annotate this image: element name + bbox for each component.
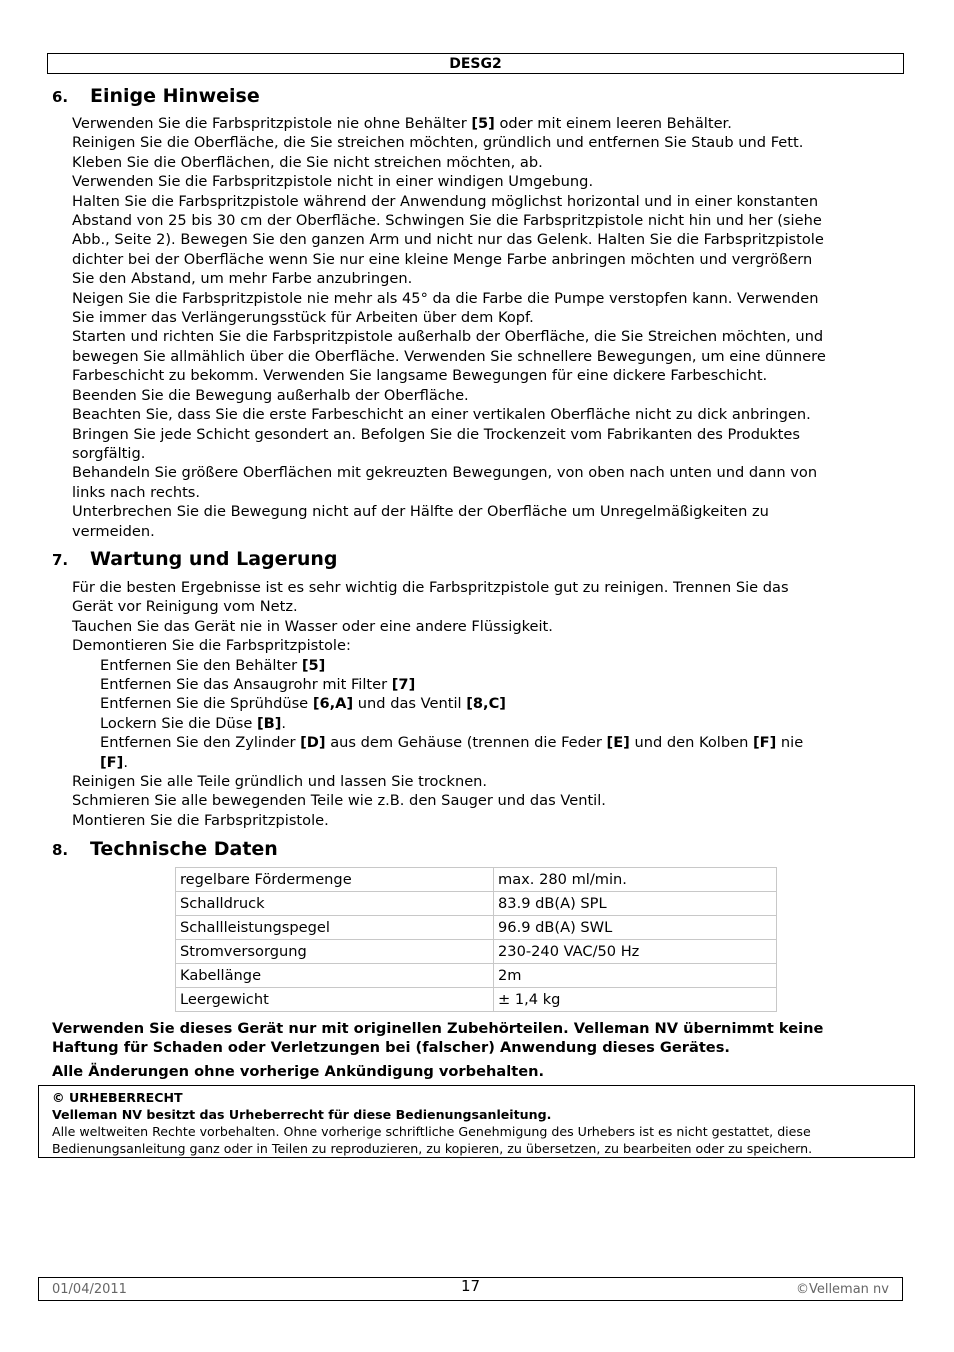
reference-label: [F] bbox=[752, 734, 777, 752]
text-span: Verwenden Sie die Farbspritzpistole nicht in einer windigen Umgebung. bbox=[72, 173, 594, 191]
section-8-number: 8. bbox=[52, 841, 69, 859]
section-8-title: Technische Daten bbox=[90, 838, 278, 860]
text-line bbox=[72, 269, 826, 288]
text-span: . bbox=[281, 714, 287, 732]
section-6-body bbox=[72, 114, 826, 541]
text-line bbox=[72, 114, 826, 133]
text-span: bewegen Sie allmählich über die Oberfläche. Verwenden Sie schnellere Bewegungen, um eine dünnere bbox=[72, 347, 826, 365]
spec-label-cell: Kabellänge bbox=[176, 964, 494, 988]
text-span: dichter bei der Oberfläche wenn Sie nur eine kleine Menge Farbe anbringen möchten und vergrößern bbox=[72, 250, 813, 268]
spec-value-cell: 83.9 dB(A) SPL bbox=[494, 892, 777, 916]
text-span: Entfernen Sie die Sprühdüse bbox=[100, 695, 313, 713]
text-span: Entfernen Sie den Behälter bbox=[100, 656, 302, 674]
text-line bbox=[72, 617, 803, 636]
text-span: Lockern Sie die Düse bbox=[100, 714, 257, 732]
reference-label: [D] bbox=[300, 734, 326, 752]
text-line bbox=[72, 578, 803, 597]
reference-label: [F] bbox=[100, 753, 124, 771]
text-span: links nach rechts. bbox=[72, 483, 201, 501]
footer-copyright: ©Velleman nv bbox=[795, 1282, 889, 1297]
document-header bbox=[47, 53, 904, 74]
spec-value-cell: 230-240 VAC/50 Hz bbox=[494, 940, 777, 964]
reference-label: [7] bbox=[391, 676, 416, 694]
text-span: Tauchen Sie das Gerät nie in Wasser oder eine andere Flüssigkeit. bbox=[72, 617, 553, 635]
text-line bbox=[72, 386, 826, 405]
spec-label-cell: Stromversorgung bbox=[176, 940, 494, 964]
text-span: Entfernen Sie den Zylinder bbox=[100, 734, 301, 752]
text-span: Gerät vor Reinigung vom Netz. bbox=[72, 598, 298, 616]
text-span: Behandeln Sie größere Oberflächen mit gekreuzten Bewegungen, von oben nach unten und dann von bbox=[72, 464, 818, 482]
copyright-text-line-2: Bedienungsanleitung ganz oder in Teilen zu reproduzieren, zu kopieren, zu übersetzen, zu bearbeiten oder zu speichern. bbox=[52, 1141, 813, 1156]
text-span: Unterbrechen Sie die Bewegung nicht auf der Hälfte der Oberfläche um Unregelmäßigkeiten zu bbox=[72, 503, 769, 521]
model-number: DESG2 bbox=[449, 56, 502, 72]
text-span: Sie den Abstand, um mehr Farbe anzubringen. bbox=[72, 270, 413, 288]
text-span: und den Kolben bbox=[629, 734, 753, 752]
section-7-title: Wartung und Lagerung bbox=[90, 548, 338, 570]
reference-label: [B] bbox=[256, 714, 282, 732]
spec-value-cell: 2m bbox=[494, 964, 777, 988]
text-line bbox=[72, 502, 826, 521]
warranty-note-line-2: Haftung für Schaden oder Verletzungen bei (falscher) Anwendung dieses Gerätes. bbox=[52, 1039, 730, 1057]
text-span: Für die besten Ergebnisse ist es sehr wichtig die Farbspritzpistole gut zu reinigen. Trennen Sie das bbox=[72, 579, 789, 596]
copyright-box bbox=[38, 1085, 915, 1158]
text-span: Demontieren Sie die Farbspritzpistole: bbox=[72, 637, 351, 655]
table-row bbox=[176, 916, 777, 940]
text-span: Bringen Sie jede Schicht gesondert an. Befolgen Sie die Trockenzeit vom Fabrikanten des Produktes bbox=[72, 425, 800, 443]
text-span: Montieren Sie die Farbspritzpistole. bbox=[72, 811, 329, 829]
spec-value-cell: 96.9 dB(A) SWL bbox=[494, 916, 777, 940]
reference-label: [5] bbox=[471, 115, 495, 132]
page-number: 17 bbox=[460, 1277, 481, 1295]
text-line bbox=[72, 289, 826, 308]
step-item bbox=[72, 694, 803, 713]
page-footer bbox=[38, 1277, 903, 1301]
step-item bbox=[72, 675, 803, 694]
text-line bbox=[72, 366, 826, 385]
spec-label-cell: Schallleistungspegel bbox=[176, 916, 494, 940]
reference-label: [E] bbox=[606, 734, 630, 752]
text-line bbox=[72, 133, 826, 152]
section-8-heading bbox=[52, 837, 278, 862]
text-line bbox=[72, 211, 826, 230]
text-span: aus dem Gehäuse (trennen die Feder bbox=[325, 734, 607, 752]
step-item bbox=[72, 714, 803, 733]
text-line bbox=[72, 463, 826, 482]
technical-data-table bbox=[175, 867, 777, 1012]
text-span: nie bbox=[776, 734, 804, 752]
text-span: Abb., Seite 2). Bewegen Sie den ganzen Arm und nicht nur das Gelenk. Halten Sie die Farbspritzpistole bbox=[72, 231, 824, 249]
copyright-text-line-1: Alle weltweiten Rechte vorbehalten. Ohne vorherige schriftliche Genehmigung des Urhebers ist es nicht gestattet, diese bbox=[52, 1124, 811, 1139]
section-6-number: 6. bbox=[52, 88, 69, 106]
text-line bbox=[72, 230, 826, 249]
text-line bbox=[72, 522, 826, 541]
step-item bbox=[72, 753, 803, 772]
spec-label-cell: Schalldruck bbox=[176, 892, 494, 916]
reference-label: [6,A] bbox=[312, 695, 354, 713]
table-row bbox=[176, 964, 777, 988]
text-line bbox=[72, 597, 803, 616]
section-6-title: Einige Hinweise bbox=[90, 85, 260, 107]
spec-label-cell: Leergewicht bbox=[176, 988, 494, 1012]
text-line bbox=[72, 425, 826, 444]
text-span: vermeiden. bbox=[72, 522, 155, 540]
text-line bbox=[72, 636, 803, 655]
text-line bbox=[72, 153, 826, 172]
text-span: . bbox=[123, 753, 128, 771]
spec-value-cell: max. 280 ml/min. bbox=[494, 868, 777, 892]
text-span: Starten und richten Sie die Farbspritzpistole außerhalb der Oberfläche, die Sie Streichen möchten, und bbox=[72, 328, 824, 346]
text-span: Beenden Sie die Bewegung außerhalb der Oberfläche. bbox=[72, 386, 469, 404]
text-line bbox=[72, 250, 826, 269]
text-span: Neigen Sie die Farbspritzpistole nie mehr als 45° da die Farbe die Pumpe verstopfen kann. Verwenden bbox=[72, 289, 819, 307]
copyright-title: © URHEBERRECHT bbox=[52, 1090, 183, 1105]
text-line bbox=[72, 811, 803, 830]
reference-label: [5] bbox=[301, 656, 326, 674]
text-span: Sie immer das Verlängerungsstück für Arbeiten über dem Kopf. bbox=[72, 309, 534, 327]
text-line bbox=[72, 347, 826, 366]
text-span: Farbeschicht zu bekomm. Verwenden Sie langsame Bewegungen für eine dickere Farbeschicht. bbox=[72, 367, 768, 385]
text-span: Halten Sie die Farbspritzpistole während der Anwendung möglichst horizontal und in einer konstanten bbox=[72, 192, 819, 210]
reference-label: [8,C] bbox=[466, 695, 506, 713]
text-span: Beachten Sie, dass Sie die erste Farbeschicht an einer vertikalen Oberfläche nicht zu dick anbringen. bbox=[72, 406, 811, 424]
text-span: Entfernen Sie das Ansaugrohr mit Filter bbox=[100, 676, 392, 694]
text-span: Reinigen Sie alle Teile gründlich und lassen Sie trocknen. bbox=[72, 773, 488, 791]
text-span: Schmieren Sie alle bewegenden Teile wie z.B. den Sauger und das Ventil. bbox=[72, 792, 606, 810]
table-row bbox=[176, 892, 777, 916]
section-6-heading bbox=[52, 84, 260, 109]
text-line bbox=[72, 444, 826, 463]
text-line bbox=[72, 192, 826, 211]
section-7-number: 7. bbox=[52, 551, 69, 569]
table-row bbox=[176, 868, 777, 892]
text-line bbox=[72, 308, 826, 327]
section-7-body bbox=[72, 578, 803, 830]
spec-label-cell: regelbare Fördermenge bbox=[176, 868, 494, 892]
copyright-owner: Velleman NV besitzt das Urheberrecht für diese Bedienungsanleitung. bbox=[52, 1107, 552, 1122]
section-7-heading bbox=[52, 547, 338, 572]
text-line bbox=[72, 327, 826, 346]
text-span: Kleben Sie die Oberflächen, die Sie nicht streichen möchten, ab. bbox=[72, 153, 543, 171]
table-row bbox=[176, 940, 777, 964]
footer-date: 01/04/2011 bbox=[52, 1282, 127, 1297]
text-line bbox=[72, 791, 803, 810]
table-row bbox=[176, 988, 777, 1012]
warranty-note bbox=[52, 1019, 823, 1058]
text-line bbox=[72, 172, 826, 191]
spec-value-cell: ± 1,4 kg bbox=[494, 988, 777, 1012]
text-span: und das Ventil bbox=[353, 695, 467, 713]
warranty-note-line-1: Verwenden Sie dieses Gerät nur mit originellen Zubehörteilen. Velleman NV übernimmt keine bbox=[52, 1020, 824, 1037]
text-line bbox=[72, 405, 826, 424]
text-span: Verwenden Sie die Farbspritzpistole nie ohne Behälter bbox=[72, 115, 472, 132]
text-line bbox=[72, 483, 826, 502]
step-item bbox=[72, 656, 803, 675]
text-span: sorgfältig. bbox=[72, 444, 146, 462]
text-span: Reinigen Sie die Oberfläche, die Sie streichen möchten, gründlich und entfernen Sie Staub und Fett. bbox=[72, 134, 804, 152]
text-span: Abstand von 25 bis 30 cm der Oberfläche. Schwingen Sie die Farbspritzpistole nicht hin und her (siehe bbox=[72, 212, 822, 230]
step-item bbox=[72, 733, 803, 752]
text-line bbox=[72, 772, 803, 791]
text-span: oder mit einem leeren Behälter. bbox=[494, 115, 732, 132]
changes-note: Alle Änderungen ohne vorherige Ankündigung vorbehalten. bbox=[52, 1063, 545, 1080]
